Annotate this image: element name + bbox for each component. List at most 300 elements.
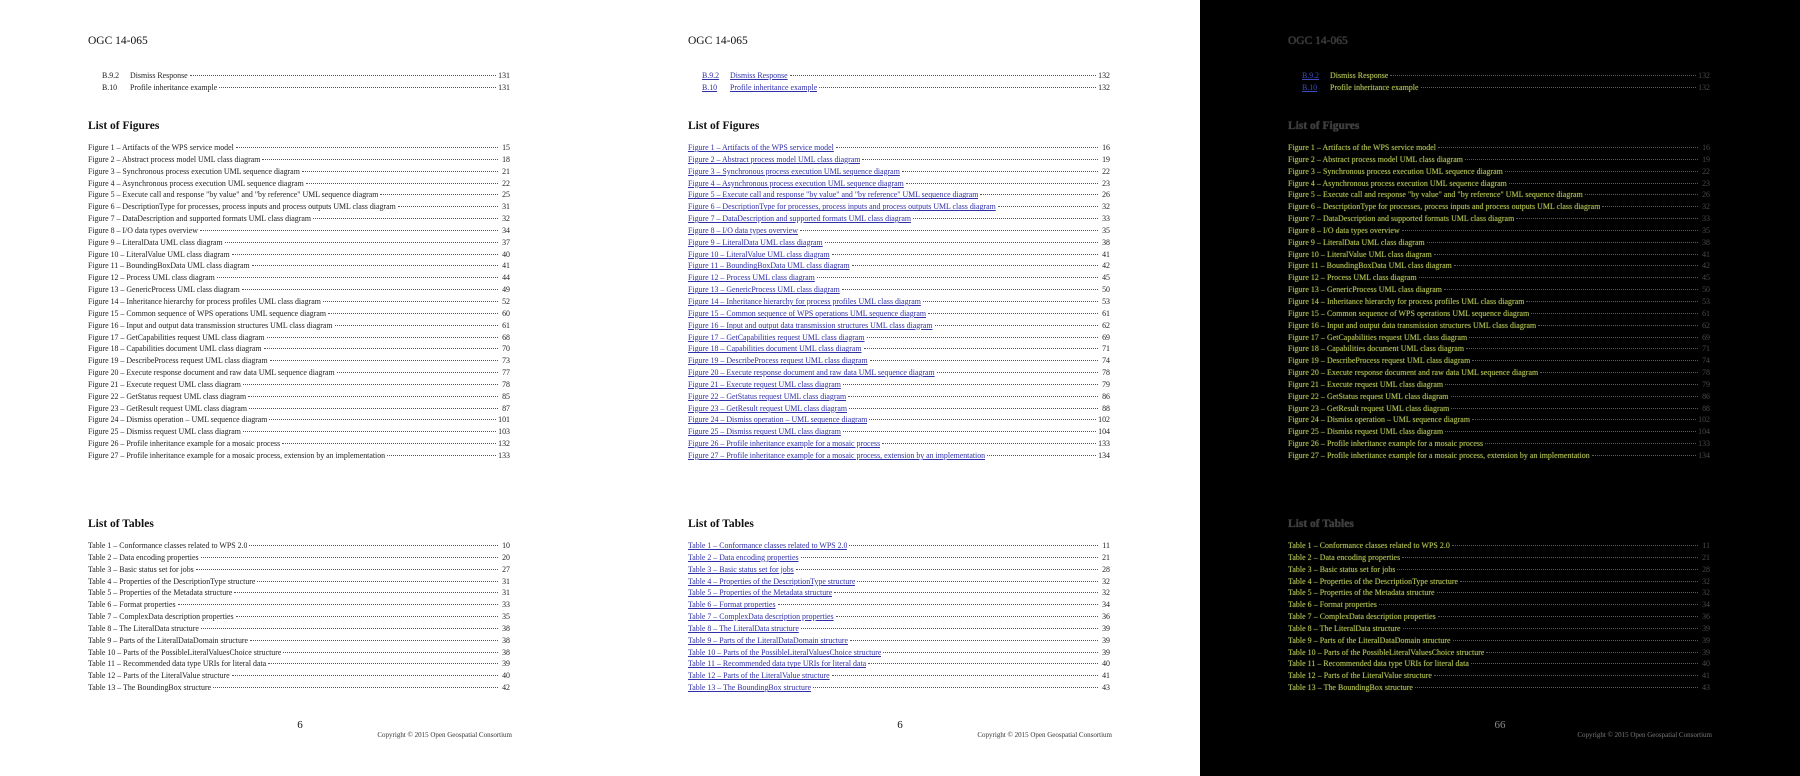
toc-page-number: 31 — [502, 202, 510, 212]
dot-leader — [935, 325, 1099, 326]
toc-entry[interactable] — [688, 552, 1110, 564]
toc-entry[interactable] — [688, 379, 1110, 391]
dot-leader — [178, 604, 498, 605]
toc-entry — [1288, 189, 1710, 201]
dot-leader — [232, 254, 498, 255]
toc-page-number: 49 — [502, 285, 510, 295]
toc-entry — [88, 249, 510, 261]
toc-entry-title[interactable]: Table 1 – Conformance classes related to WPS 2.0 — [688, 541, 848, 550]
page-number: 66 — [1494, 719, 1506, 731]
toc-entry[interactable] — [688, 403, 1110, 415]
toc-entry-title[interactable]: Table 11 – Recommended data type URIs for literal data — [688, 659, 867, 669]
dot-leader — [801, 557, 1098, 558]
document-id: OGC 14-065 — [688, 35, 748, 47]
toc-entry[interactable] — [688, 658, 1110, 670]
figures-section — [1288, 120, 1710, 462]
dot-leader — [1437, 592, 1698, 593]
dot-leader — [262, 159, 498, 160]
toc-page-number: 101 — [498, 415, 510, 425]
toc-page-number: 32 — [1702, 588, 1710, 598]
toc-entry-title: Figure 12 – Process UML class diagram — [1288, 273, 1417, 283]
toc-entry[interactable] — [688, 438, 1110, 450]
toc-entry[interactable] — [688, 450, 1110, 462]
toc-entry-title: Table 4 – Properties of the DescriptionType structure — [88, 576, 256, 586]
toc-entry[interactable] — [688, 189, 1110, 201]
toc-entry[interactable] — [688, 272, 1110, 284]
section-number[interactable]: B.10 — [702, 82, 718, 92]
toc-page-number: 39 — [1102, 635, 1110, 645]
toc-page-number: 69 — [1702, 332, 1710, 342]
toc-entry — [88, 623, 510, 635]
toc-entry — [88, 237, 510, 249]
toc-entry-title[interactable]: Figure 1 – Artifacts of the WPS service model — [688, 143, 834, 152]
toc-page-number: 70 — [502, 344, 510, 354]
toc-page-number: 32 — [1102, 576, 1110, 586]
toc-page-number: 39 — [1702, 623, 1710, 633]
toc-entry-title: Figure 14 – Inheritance hierarchy for process profiles UML class diagram — [1288, 296, 1525, 306]
toc-page-number: 73 — [502, 356, 510, 366]
dot-leader — [387, 455, 496, 456]
toc-page-number: 60 — [502, 308, 510, 318]
dot-leader — [328, 313, 498, 314]
toc-entry — [1288, 576, 1710, 588]
toc-entry — [1288, 166, 1710, 178]
dot-leader — [1540, 372, 1698, 373]
toc-page-number: 88 — [1702, 403, 1710, 413]
dot-leader — [196, 569, 498, 570]
toc-page-number: 42 — [1102, 261, 1110, 271]
toc-entry[interactable] — [688, 367, 1110, 379]
toc-entry — [1288, 308, 1710, 320]
toc-page-number: 62 — [1702, 320, 1710, 330]
toc-page-number: 10 — [502, 541, 510, 550]
toc-page-number: 132 — [1098, 71, 1110, 80]
toc-entry — [1288, 343, 1710, 355]
toc-page-number: 41 — [1102, 671, 1110, 681]
toc-entry — [88, 379, 510, 391]
toc-entry-title[interactable]: Figure 16 – Input and output data transmission structures UML class diagram — [688, 320, 933, 330]
toc-entry-title: Figure 5 – Execute call and response "by value" and "by reference" UML sequence diagram — [88, 190, 379, 200]
top-entries — [1288, 70, 1710, 94]
toc-entry-title: Table 7 – ComplexData description properties — [1288, 612, 1436, 622]
toc-entry — [88, 552, 510, 564]
section-number: B.9.2 — [1302, 71, 1320, 80]
dot-leader — [1444, 289, 1698, 290]
toc-entry — [88, 414, 510, 426]
toc-page-number: 18 — [502, 154, 510, 164]
toc-entry-title[interactable]: Table 8 – The LiteralData structure — [688, 623, 799, 633]
toc-entry-title[interactable]: Figure 17 – GetCapabilities request UML class diagram — [688, 332, 865, 342]
toc-entry-title[interactable]: Figure 18 – Capabilities document UML class diagram — [688, 344, 862, 354]
toc-entry-title[interactable]: Profile inheritance example — [730, 82, 818, 92]
toc-entry-title: Figure 18 – Capabilities document UML class diagram — [88, 344, 262, 354]
toc-entry[interactable] — [688, 70, 1110, 82]
list-of-figures-heading: List of Figures — [88, 120, 160, 132]
toc-entry-title: Figure 4 – Asynchronous process execution UML sequence diagram — [1288, 178, 1507, 188]
toc-entry-title: Table 1 – Conformance classes related to WPS 2.0 — [1288, 541, 1450, 550]
dot-leader — [248, 396, 498, 397]
toc-entry-title[interactable]: Figure 27 – Profile inheritance example for a mosaic process, extension by an implementation — [688, 450, 986, 460]
toc-entry[interactable] — [688, 320, 1110, 332]
toc-page-number: 36 — [1102, 612, 1110, 622]
page-converted — [600, 0, 1200, 776]
toc-entry[interactable] — [688, 611, 1110, 623]
dot-leader — [269, 419, 496, 420]
dot-leader — [1421, 87, 1697, 88]
dot-leader — [1451, 408, 1698, 409]
toc-page-number: 71 — [1102, 344, 1110, 354]
toc-entry[interactable] — [688, 178, 1110, 190]
toc-page-number: 34 — [502, 225, 510, 235]
dot-leader — [902, 171, 1098, 172]
dot-leader — [1526, 301, 1698, 302]
toc-entry-title[interactable]: Table 7 – ComplexData description properties — [688, 612, 834, 622]
dot-leader — [906, 183, 1098, 184]
toc-entry-title: Figure 20 – Execute response document and raw data UML sequence diagram — [1288, 368, 1539, 378]
dot-leader — [242, 289, 498, 290]
figures-list — [88, 142, 510, 462]
toc-entry[interactable] — [688, 623, 1110, 635]
dot-leader — [1472, 419, 1696, 420]
toc-entry[interactable] — [688, 576, 1110, 588]
toc-entry — [88, 154, 510, 166]
toc-page-number: 41 — [1702, 671, 1710, 681]
toc-page-number: 19 — [1102, 154, 1110, 164]
toc-page-number: 15 — [502, 143, 510, 152]
toc-entry-title: Table 13 – The BoundingBox structure — [88, 683, 212, 693]
toc-entry-title[interactable]: Figure 19 – DescribeProcess request UML class diagram — [688, 356, 868, 366]
toc-page-number: 134 — [1698, 450, 1710, 460]
toc-page-number: 61 — [1702, 308, 1710, 318]
toc-entry-title: Figure 19 – DescribeProcess request UML class diagram — [1288, 356, 1471, 366]
toc-entry[interactable] — [688, 343, 1110, 355]
toc-entry[interactable] — [688, 682, 1110, 694]
toc-entry-title: Figure 25 – Dismiss request UML class diagram — [1288, 427, 1444, 437]
toc-page-number: 20 — [502, 552, 510, 562]
toc-entry — [1288, 213, 1710, 225]
dot-leader — [1434, 254, 1698, 255]
toc-entry — [1288, 682, 1710, 694]
dot-leader — [867, 337, 1098, 338]
dot-leader — [236, 616, 498, 617]
toc-entry-title: Figure 6 – DescriptionType for processes, process inputs and process outputs UML class diagram — [1288, 202, 1601, 212]
toc-entry-title: Table 5 – Properties of the Metadata structure — [1288, 588, 1435, 598]
dot-leader — [243, 384, 498, 385]
toc-entry — [88, 391, 510, 403]
toc-entry-title: Figure 1 – Artifacts of the WPS service model — [88, 143, 234, 152]
toc-entry-title: Dismiss Response — [1330, 71, 1389, 80]
toc-page-number: 40 — [1102, 659, 1110, 669]
toc-entry[interactable] — [688, 201, 1110, 213]
toc-page-number: 39 — [1702, 635, 1710, 645]
toc-page-number: 132 — [1698, 71, 1710, 80]
toc-page-number: 68 — [502, 332, 510, 342]
toc-entry-title[interactable]: Figure 24 – Dismiss operation – UML sequence diagram — [688, 415, 868, 425]
toc-entry-title[interactable]: Figure 9 – LiteralData UML class diagram — [688, 237, 823, 247]
list-of-tables-heading: List of Tables — [1288, 518, 1354, 530]
toc-entry-title[interactable]: Figure 4 – Asynchronous process execution UML sequence diagram — [688, 178, 904, 188]
toc-entry-title: Table 8 – The LiteralData structure — [88, 623, 199, 633]
toc-entry-title[interactable]: Figure 15 – Common sequence of WPS operations UML sequence diagram — [688, 308, 926, 318]
section-number: B.10 — [102, 82, 118, 92]
toc-entry-title[interactable]: Table 3 – Basic status set for jobs — [688, 564, 794, 574]
toc-entry — [88, 647, 510, 659]
toc-page-number: 74 — [1102, 356, 1110, 366]
toc-entry-title: Table 8 – The LiteralData structure — [1288, 623, 1401, 633]
dot-leader — [335, 325, 499, 326]
toc-entry[interactable] — [688, 564, 1110, 576]
toc-entry-title[interactable]: Figure 21 – Execute request UML class diagram — [688, 379, 841, 389]
toc-entry[interactable] — [688, 391, 1110, 403]
toc-page-number: 28 — [1702, 564, 1710, 574]
toc-entry — [1288, 154, 1710, 166]
toc-page-number: 40 — [1702, 659, 1710, 669]
dot-leader — [862, 159, 1098, 160]
toc-entry-title: Figure 21 – Execute request UML class diagram — [88, 379, 241, 389]
toc-page-number: 34 — [1102, 600, 1110, 610]
toc-page-number: 38 — [1102, 237, 1110, 247]
toc-entry-title[interactable]: Table 6 – Format properties — [688, 600, 776, 610]
list-of-tables-heading: List of Tables — [688, 518, 754, 530]
toc-entry-title[interactable]: Figure 8 – I/O data types overview — [688, 225, 799, 235]
toc-entry — [1288, 658, 1710, 670]
toc-entry[interactable] — [688, 540, 1110, 552]
toc-entry[interactable] — [688, 296, 1110, 308]
toc-entry — [1288, 450, 1710, 462]
dot-leader — [843, 431, 1096, 432]
toc-entry — [1288, 391, 1710, 403]
dot-leader — [1486, 652, 1698, 653]
page-difference — [1200, 0, 1800, 776]
dot-leader — [832, 675, 1098, 676]
dot-leader — [836, 616, 1098, 617]
copyright-notice: Copyright © 2015 Open Geospatial Consortium — [377, 731, 512, 739]
toc-entry[interactable] — [688, 647, 1110, 659]
dot-leader — [283, 652, 498, 653]
toc-entry-title: Table 2 – Data encoding properties — [1288, 552, 1401, 562]
toc-entry[interactable] — [688, 587, 1110, 599]
dot-leader — [1379, 604, 1698, 605]
toc-entry-title: Figure 20 – Execute response document and raw data UML sequence diagram — [88, 368, 335, 378]
dot-leader — [201, 628, 498, 629]
toc-entry — [88, 272, 510, 284]
dot-leader — [870, 360, 1098, 361]
dot-leader — [848, 396, 1098, 397]
toc-page-number: 39 — [502, 659, 510, 669]
toc-entry-title: Figure 1 – Artifacts of the WPS service model — [1288, 143, 1437, 152]
toc-entry[interactable] — [688, 142, 1110, 154]
toc-page-number: 71 — [1702, 344, 1710, 354]
toc-entry — [88, 343, 510, 355]
toc-entry[interactable] — [688, 249, 1110, 261]
toc-entry[interactable] — [688, 332, 1110, 344]
dot-leader — [864, 348, 1099, 349]
toc-page-number: 44 — [502, 273, 510, 283]
toc-entry-title: Figure 6 – DescriptionType for processes, process inputs and process outputs UML class diagram — [88, 202, 396, 212]
toc-entry — [88, 403, 510, 415]
toc-entry — [88, 355, 510, 367]
toc-page-number: 45 — [1702, 273, 1710, 283]
dot-leader — [801, 628, 1098, 629]
toc-entry-title[interactable]: Figure 7 – DataDescription and supported formats UML class diagram — [688, 214, 912, 224]
toc-entry[interactable] — [688, 355, 1110, 367]
toc-entry — [1288, 355, 1710, 367]
toc-entry — [1288, 332, 1710, 344]
dot-leader — [1403, 628, 1698, 629]
toc-entry — [1288, 272, 1710, 284]
dot-leader — [267, 337, 498, 338]
list-of-figures-heading: List of Figures — [1288, 120, 1360, 132]
toc-entry — [88, 658, 510, 670]
toc-entry — [1288, 623, 1710, 635]
dot-leader — [849, 545, 1098, 546]
toc-entry-title: Figure 9 – LiteralData UML class diagram — [88, 237, 223, 247]
dot-leader — [1445, 384, 1698, 385]
tables-list — [88, 540, 510, 694]
toc-entry-title[interactable]: Table 2 – Data encoding properties — [688, 552, 799, 562]
toc-entry — [88, 599, 510, 611]
toc-page-number: 74 — [1702, 356, 1710, 366]
toc-entry-title[interactable]: Figure 14 – Inheritance hierarchy for process profiles UML class diagram — [688, 296, 921, 306]
dot-leader — [850, 640, 1098, 641]
toc-entry-title[interactable]: Figure 23 – GetResult request UML class diagram — [688, 403, 848, 413]
toc-entry — [1288, 237, 1710, 249]
toc-entry-title[interactable]: Dismiss Response — [730, 71, 788, 80]
toc-entry-title: Figure 15 – Common sequence of WPS operations UML sequence diagram — [1288, 308, 1530, 318]
dot-leader — [868, 663, 1098, 664]
toc-entry[interactable] — [688, 225, 1110, 237]
toc-entry-title[interactable]: Figure 6 – DescriptionType for processes, process inputs and process outputs UML class diagram — [688, 202, 996, 212]
toc-entry[interactable] — [688, 635, 1110, 647]
toc-entry[interactable] — [688, 237, 1110, 249]
toc-entry-title[interactable]: Table 12 – Parts of the LiteralValue structure — [688, 671, 830, 681]
toc-entry-title: Figure 26 – Profile inheritance example for a mosaic process — [1288, 439, 1484, 449]
toc-entry — [88, 332, 510, 344]
dot-leader — [1434, 675, 1698, 676]
toc-entry-title: Figure 17 – GetCapabilities request UML class diagram — [88, 332, 265, 342]
toc-page-number: 33 — [502, 600, 510, 610]
toc-page-number: 86 — [1102, 391, 1110, 401]
toc-page-number: 32 — [502, 214, 510, 224]
toc-entry-title: Table 3 – Basic status set for jobs — [88, 564, 194, 574]
toc-page-number: 102 — [1698, 415, 1710, 425]
dot-leader — [1485, 443, 1696, 444]
toc-entry[interactable] — [688, 260, 1110, 272]
toc-page-number: 35 — [1102, 225, 1110, 235]
toc-entry — [88, 284, 510, 296]
toc-page-number: 28 — [1102, 564, 1110, 574]
toc-entry — [88, 213, 510, 225]
toc-entry-title[interactable]: Table 10 – Parts of the PossibleLiteralValuesChoice structure — [688, 647, 882, 657]
dot-leader — [1592, 455, 1696, 456]
toc-entry — [1288, 587, 1710, 599]
toc-entry-title: Figure 4 – Asynchronous process execution UML sequence diagram — [88, 178, 304, 188]
toc-page-number: 104 — [1098, 427, 1110, 437]
toc-entry[interactable] — [688, 166, 1110, 178]
toc-entry-title: Figure 3 – Synchronous process execution UML sequence diagram — [88, 166, 300, 176]
dot-leader — [1472, 360, 1698, 361]
toc-entry[interactable] — [688, 308, 1110, 320]
toc-entry-title: Figure 3 – Synchronous process execution UML sequence diagram — [1288, 166, 1503, 176]
dot-leader — [190, 75, 497, 76]
toc-page-number: 79 — [1102, 379, 1110, 389]
toc-entry-title[interactable]: Figure 20 – Execute response document and raw data UML sequence diagram — [688, 368, 935, 378]
toc-page-number: 16 — [1102, 143, 1110, 152]
toc-page-number: 31 — [502, 576, 510, 586]
toc-page-number: 78 — [1102, 368, 1110, 378]
toc-page-number: 53 — [1102, 296, 1110, 306]
toc-entry-title[interactable]: Figure 11 – BoundingBoxData UML class diagram — [688, 261, 850, 271]
toc-entry[interactable] — [688, 414, 1110, 426]
dot-leader — [1390, 75, 1696, 76]
dot-leader — [1438, 147, 1698, 148]
toc-entry-title: Figure 9 – LiteralData UML class diagram — [1288, 237, 1425, 247]
toc-entry-title[interactable]: Figure 5 – Execute call and response "by value" and "by reference" UML sequence diagram — [688, 190, 979, 200]
toc-entry-title[interactable]: Figure 26 – Profile inheritance example for a mosaic process — [688, 439, 881, 449]
toc-entry[interactable] — [688, 154, 1110, 166]
toc-entry-title[interactable]: Table 4 – Properties of the DescriptionType structure — [688, 576, 856, 586]
dot-leader — [380, 194, 498, 195]
toc-page-number: 78 — [502, 379, 510, 389]
toc-entry — [1288, 438, 1710, 450]
toc-entry[interactable] — [688, 670, 1110, 682]
toc-entry-title: Table 6 – Format properties — [1288, 600, 1377, 610]
toc-page-number: 132 — [1698, 82, 1710, 92]
dot-leader — [843, 384, 1098, 385]
toc-entry — [1288, 599, 1710, 611]
toc-entry-title[interactable]: Table 13 – The BoundingBox structure — [688, 683, 812, 693]
toc-entry-title[interactable]: Table 9 – Parts of the LiteralDataDomain structure — [688, 635, 849, 645]
toc-entry — [1288, 564, 1710, 576]
dot-leader — [923, 301, 1098, 302]
toc-page-number: 38 — [1702, 237, 1710, 247]
dot-leader — [1460, 581, 1698, 582]
toc-entry[interactable] — [688, 426, 1110, 438]
toc-page-number: 85 — [502, 391, 510, 401]
dot-leader — [268, 663, 498, 664]
dot-leader — [819, 87, 1096, 88]
toc-entry-title[interactable]: Figure 2 – Abstract process model UML class diagram — [688, 154, 861, 164]
toc-entry-title[interactable]: Figure 10 – LiteralValue UML class diagram — [688, 249, 830, 259]
toc-entry-title[interactable]: Figure 22 – GetStatus request UML class diagram — [688, 391, 847, 401]
toc-entry-title[interactable]: Figure 12 – Process UML class diagram — [688, 273, 815, 283]
section-number[interactable]: B.9.2 — [702, 71, 720, 80]
dot-leader — [225, 242, 498, 243]
toc-page-number: 34 — [1702, 600, 1710, 610]
toc-entry-title: Figure 21 – Execute request UML class diagram — [1288, 379, 1444, 389]
toc-entry[interactable] — [688, 213, 1110, 225]
toc-page-number: 61 — [1102, 308, 1110, 318]
toc-entry-title: Table 7 – ComplexData description properties — [88, 612, 234, 622]
toc-entry[interactable] — [688, 284, 1110, 296]
toc-page-number: 27 — [502, 564, 510, 574]
toc-entry-title: Figure 25 – Dismiss request UML class diagram — [88, 427, 241, 437]
toc-entry[interactable] — [688, 599, 1110, 611]
toc-entry-title[interactable]: Figure 3 – Synchronous process execution UML sequence diagram — [688, 166, 900, 176]
toc-entry-title: Figure 11 – BoundingBoxData UML class diagram — [88, 261, 250, 271]
toc-entry-title[interactable]: Table 5 – Properties of the Metadata structure — [688, 588, 833, 598]
toc-entry-title: Table 9 – Parts of the LiteralDataDomain structure — [1288, 635, 1451, 645]
dot-leader — [201, 557, 498, 558]
dot-leader — [778, 604, 1098, 605]
toc-page-number: 69 — [1102, 332, 1110, 342]
toc-entry[interactable] — [688, 82, 1110, 94]
toc-page-number: 26 — [1102, 190, 1110, 200]
tables-section — [88, 518, 510, 694]
toc-entry-title[interactable]: Figure 13 – GenericProcess UML class diagram — [688, 285, 840, 295]
dot-leader — [252, 265, 498, 266]
toc-entry-title[interactable]: Figure 25 – Dismiss request UML class diagram — [688, 427, 841, 437]
